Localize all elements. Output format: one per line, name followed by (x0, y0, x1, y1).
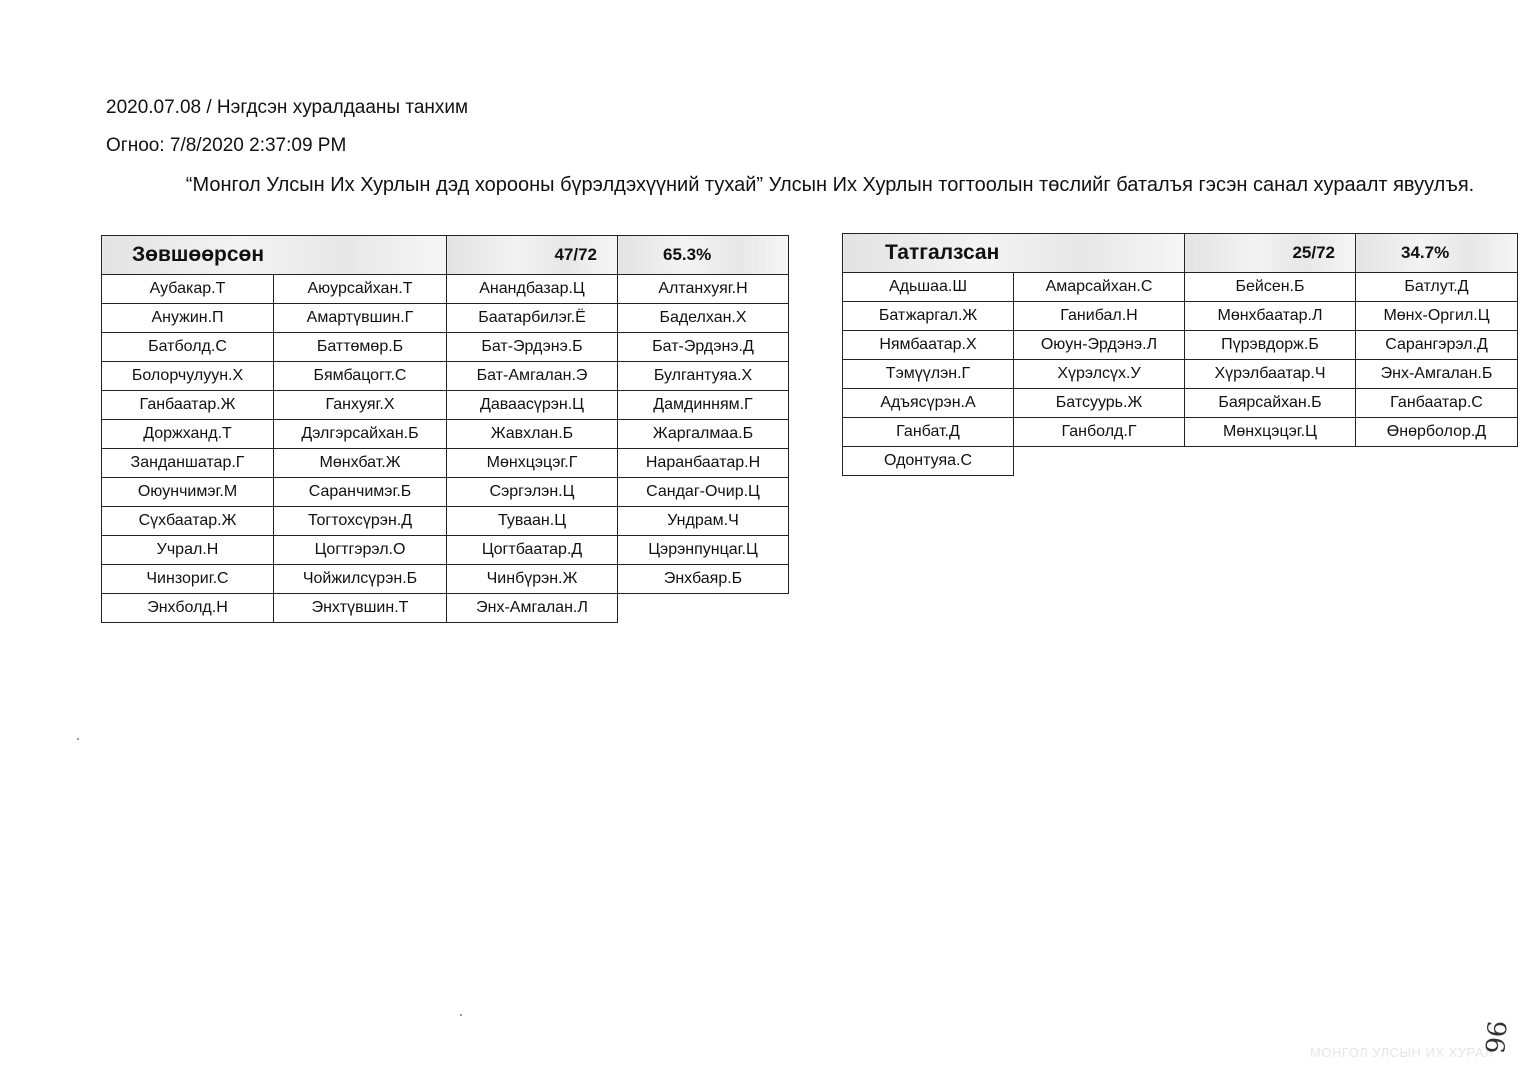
scan-speck (77, 738, 79, 740)
approve-member-name: Баатарбилэг.Ё (447, 304, 618, 333)
approve-member-name: Туваан.Ц (447, 507, 618, 536)
approve-member-name: Сүхбаатар.Ж (102, 507, 274, 536)
approve-member-name: Аубакар.Т (102, 275, 274, 304)
approve-member-name: Батболд.С (102, 333, 274, 362)
approve-member-name: Сандаг-Очир.Ц (618, 478, 789, 507)
approve-member-name: Дэлгэрсайхан.Б (274, 420, 447, 449)
reject-member-name: Ганбаатар.С (1356, 389, 1518, 418)
approve-row (102, 333, 789, 362)
approve-row (102, 304, 789, 333)
reject-member-name: Мөнхцэцэг.Ц (1185, 418, 1356, 447)
approve-row (102, 565, 789, 594)
approve-member-name: Занданшатар.Г (102, 449, 274, 478)
approve-member-name: Мөнхцэцэг.Г (447, 449, 618, 478)
reject-row (843, 360, 1518, 389)
approve-header-row (102, 236, 789, 275)
reject-member-name: Ганибал.Н (1014, 302, 1185, 331)
approve-row (102, 449, 789, 478)
approve-row (102, 362, 789, 391)
approve-member-name: Ганхуяг.Х (274, 391, 447, 420)
approve-member-name: Учрал.Н (102, 536, 274, 565)
reject-member-name: Ганбат.Д (843, 418, 1014, 447)
approve-member-name: Ганбаатар.Ж (102, 391, 274, 420)
approve-member-name: Чойжилсүрэн.Б (274, 565, 447, 594)
reject-member-name: Батлут.Д (1356, 273, 1518, 302)
reject-member-name: Бейсен.Б (1185, 273, 1356, 302)
reject-label: Татгалзсан (843, 234, 1185, 273)
approve-member-name: Жаргалмаа.Б (618, 420, 789, 449)
approve-member-name: Алтанхуяг.Н (618, 275, 789, 304)
reject-member-name: Пүрэвдорж.Б (1185, 331, 1356, 360)
reject-row (843, 273, 1518, 302)
reject-member-name: Сарангэрэл.Д (1356, 331, 1518, 360)
handwritten-page-number: 96 (1478, 1019, 1511, 1055)
reject-percent: 34.7% (1356, 234, 1518, 273)
approve-member-name: Доржханд.Т (102, 420, 274, 449)
reject-row (843, 418, 1518, 447)
approve-row (102, 420, 789, 449)
approve-member-name: Цогтгэрэл.О (274, 536, 447, 565)
reject-member-name: Баярсайхан.Б (1185, 389, 1356, 418)
approve-count: 47/72 (447, 236, 618, 275)
reject-member-name: Тэмүүлэн.Г (843, 360, 1014, 389)
approve-member-name: Баделхан.Х (618, 304, 789, 333)
approve-empty-cell (618, 594, 789, 623)
reject-row (843, 331, 1518, 360)
approve-member-name: Аюурсайхан.Т (274, 275, 447, 304)
approve-member-name: Ундрам.Ч (618, 507, 789, 536)
reject-row (843, 302, 1518, 331)
approve-row (102, 391, 789, 420)
reject-empty-cell (1014, 447, 1185, 476)
approve-member-name: Жавхлан.Б (447, 420, 618, 449)
approve-member-name: Анандбазар.Ц (447, 275, 618, 304)
approve-row (102, 507, 789, 536)
reject-member-name: Хүрэлсүх.У (1014, 360, 1185, 389)
approve-member-name: Энхболд.Н (102, 594, 274, 623)
approve-row (102, 536, 789, 565)
reject-empty-cell (1356, 447, 1518, 476)
reject-member-name: Хүрэлбаатар.Ч (1185, 360, 1356, 389)
approve-member-name: Оюунчимэг.М (102, 478, 274, 507)
vote-title: “Монгол Улсын Их Хурлын дэд хорооны бүрэлдэхүүний тухай” Улсын Их Хурлын тогтоолын төслийг баталъя гэсэн санал хураалт явуулъя. (185, 174, 1475, 196)
header-line-datetime: Огноо: 7/8/2020 2:37:09 PM (106, 135, 347, 156)
watermark-stamp: МОНГОЛ УЛСЫН ИХ ХУРАЛ (1310, 1045, 1494, 1060)
reject-member-name: Батсуурь.Ж (1014, 389, 1185, 418)
approve-row (102, 594, 789, 623)
approve-member-name: Анужин.П (102, 304, 274, 333)
approve-member-name: Бямбацогт.С (274, 362, 447, 391)
approve-member-name: Сэргэлэн.Ц (447, 478, 618, 507)
reject-member-name: Одонтуяа.С (843, 447, 1014, 476)
approve-member-name: Саранчимэг.Б (274, 478, 447, 507)
approve-member-name: Бат-Эрдэнэ.Д (618, 333, 789, 362)
reject-count: 25/72 (1185, 234, 1356, 273)
approve-member-name: Чинбүрэн.Ж (447, 565, 618, 594)
approve-member-name: Бат-Эрдэнэ.Б (447, 333, 618, 362)
reject-member-name: Нямбаатар.Х (843, 331, 1014, 360)
approve-member-name: Цэрэнпунцаг.Ц (618, 536, 789, 565)
reject-row (843, 389, 1518, 418)
approve-member-name: Наранбаатар.Н (618, 449, 789, 478)
approve-member-name: Мөнхбат.Ж (274, 449, 447, 478)
header-line-date-hall: 2020.07.08 / Нэгдсэн хуралдааны танхим (106, 97, 469, 118)
approve-member-name: Амартүвшин.Г (274, 304, 447, 333)
reject-member-name: Адьшаа.Ш (843, 273, 1014, 302)
approve-member-name: Энхбаяр.Б (618, 565, 789, 594)
reject-member-name: Оюун-Эрдэнэ.Л (1014, 331, 1185, 360)
reject-member-name: Батжаргал.Ж (843, 302, 1014, 331)
approve-member-name: Бат-Амгалан.Э (447, 362, 618, 391)
approve-member-name: Болорчулуун.Х (102, 362, 274, 391)
approve-member-name: Булгантуяа.Х (618, 362, 789, 391)
approve-row (102, 275, 789, 304)
reject-member-name: Өнөрболор.Д (1356, 418, 1518, 447)
approve-member-name: Баттөмөр.Б (274, 333, 447, 362)
approve-member-name: Даваасүрэн.Ц (447, 391, 618, 420)
approve-member-name: Энх-Амгалан.Л (447, 594, 618, 623)
approve-member-name: Дамдинням.Г (618, 391, 789, 420)
scan-speck (460, 1014, 462, 1016)
reject-header-row (843, 234, 1518, 273)
reject-empty-cell (1185, 447, 1356, 476)
reject-member-name: Мөнхбаатар.Л (1185, 302, 1356, 331)
reject-member-name: Амарсайхан.С (1014, 273, 1185, 302)
reject-row (843, 447, 1518, 476)
approve-label: Зөвшөөрсөн (102, 236, 447, 275)
approve-member-name: Тогтохсүрэн.Д (274, 507, 447, 536)
reject-member-name: Энх-Амгалан.Б (1356, 360, 1518, 389)
reject-member-name: Мөнх-Оргил.Ц (1356, 302, 1518, 331)
approve-member-name: Энхтүвшин.Т (274, 594, 447, 623)
approve-member-name: Чинзориг.С (102, 565, 274, 594)
approve-member-name: Цогтбаатар.Д (447, 536, 618, 565)
reject-table (842, 233, 1518, 476)
approve-row (102, 478, 789, 507)
reject-member-name: Ганболд.Г (1014, 418, 1185, 447)
approve-percent: 65.3% (618, 236, 789, 275)
approve-table (101, 235, 789, 623)
reject-member-name: Адъясүрэн.А (843, 389, 1014, 418)
